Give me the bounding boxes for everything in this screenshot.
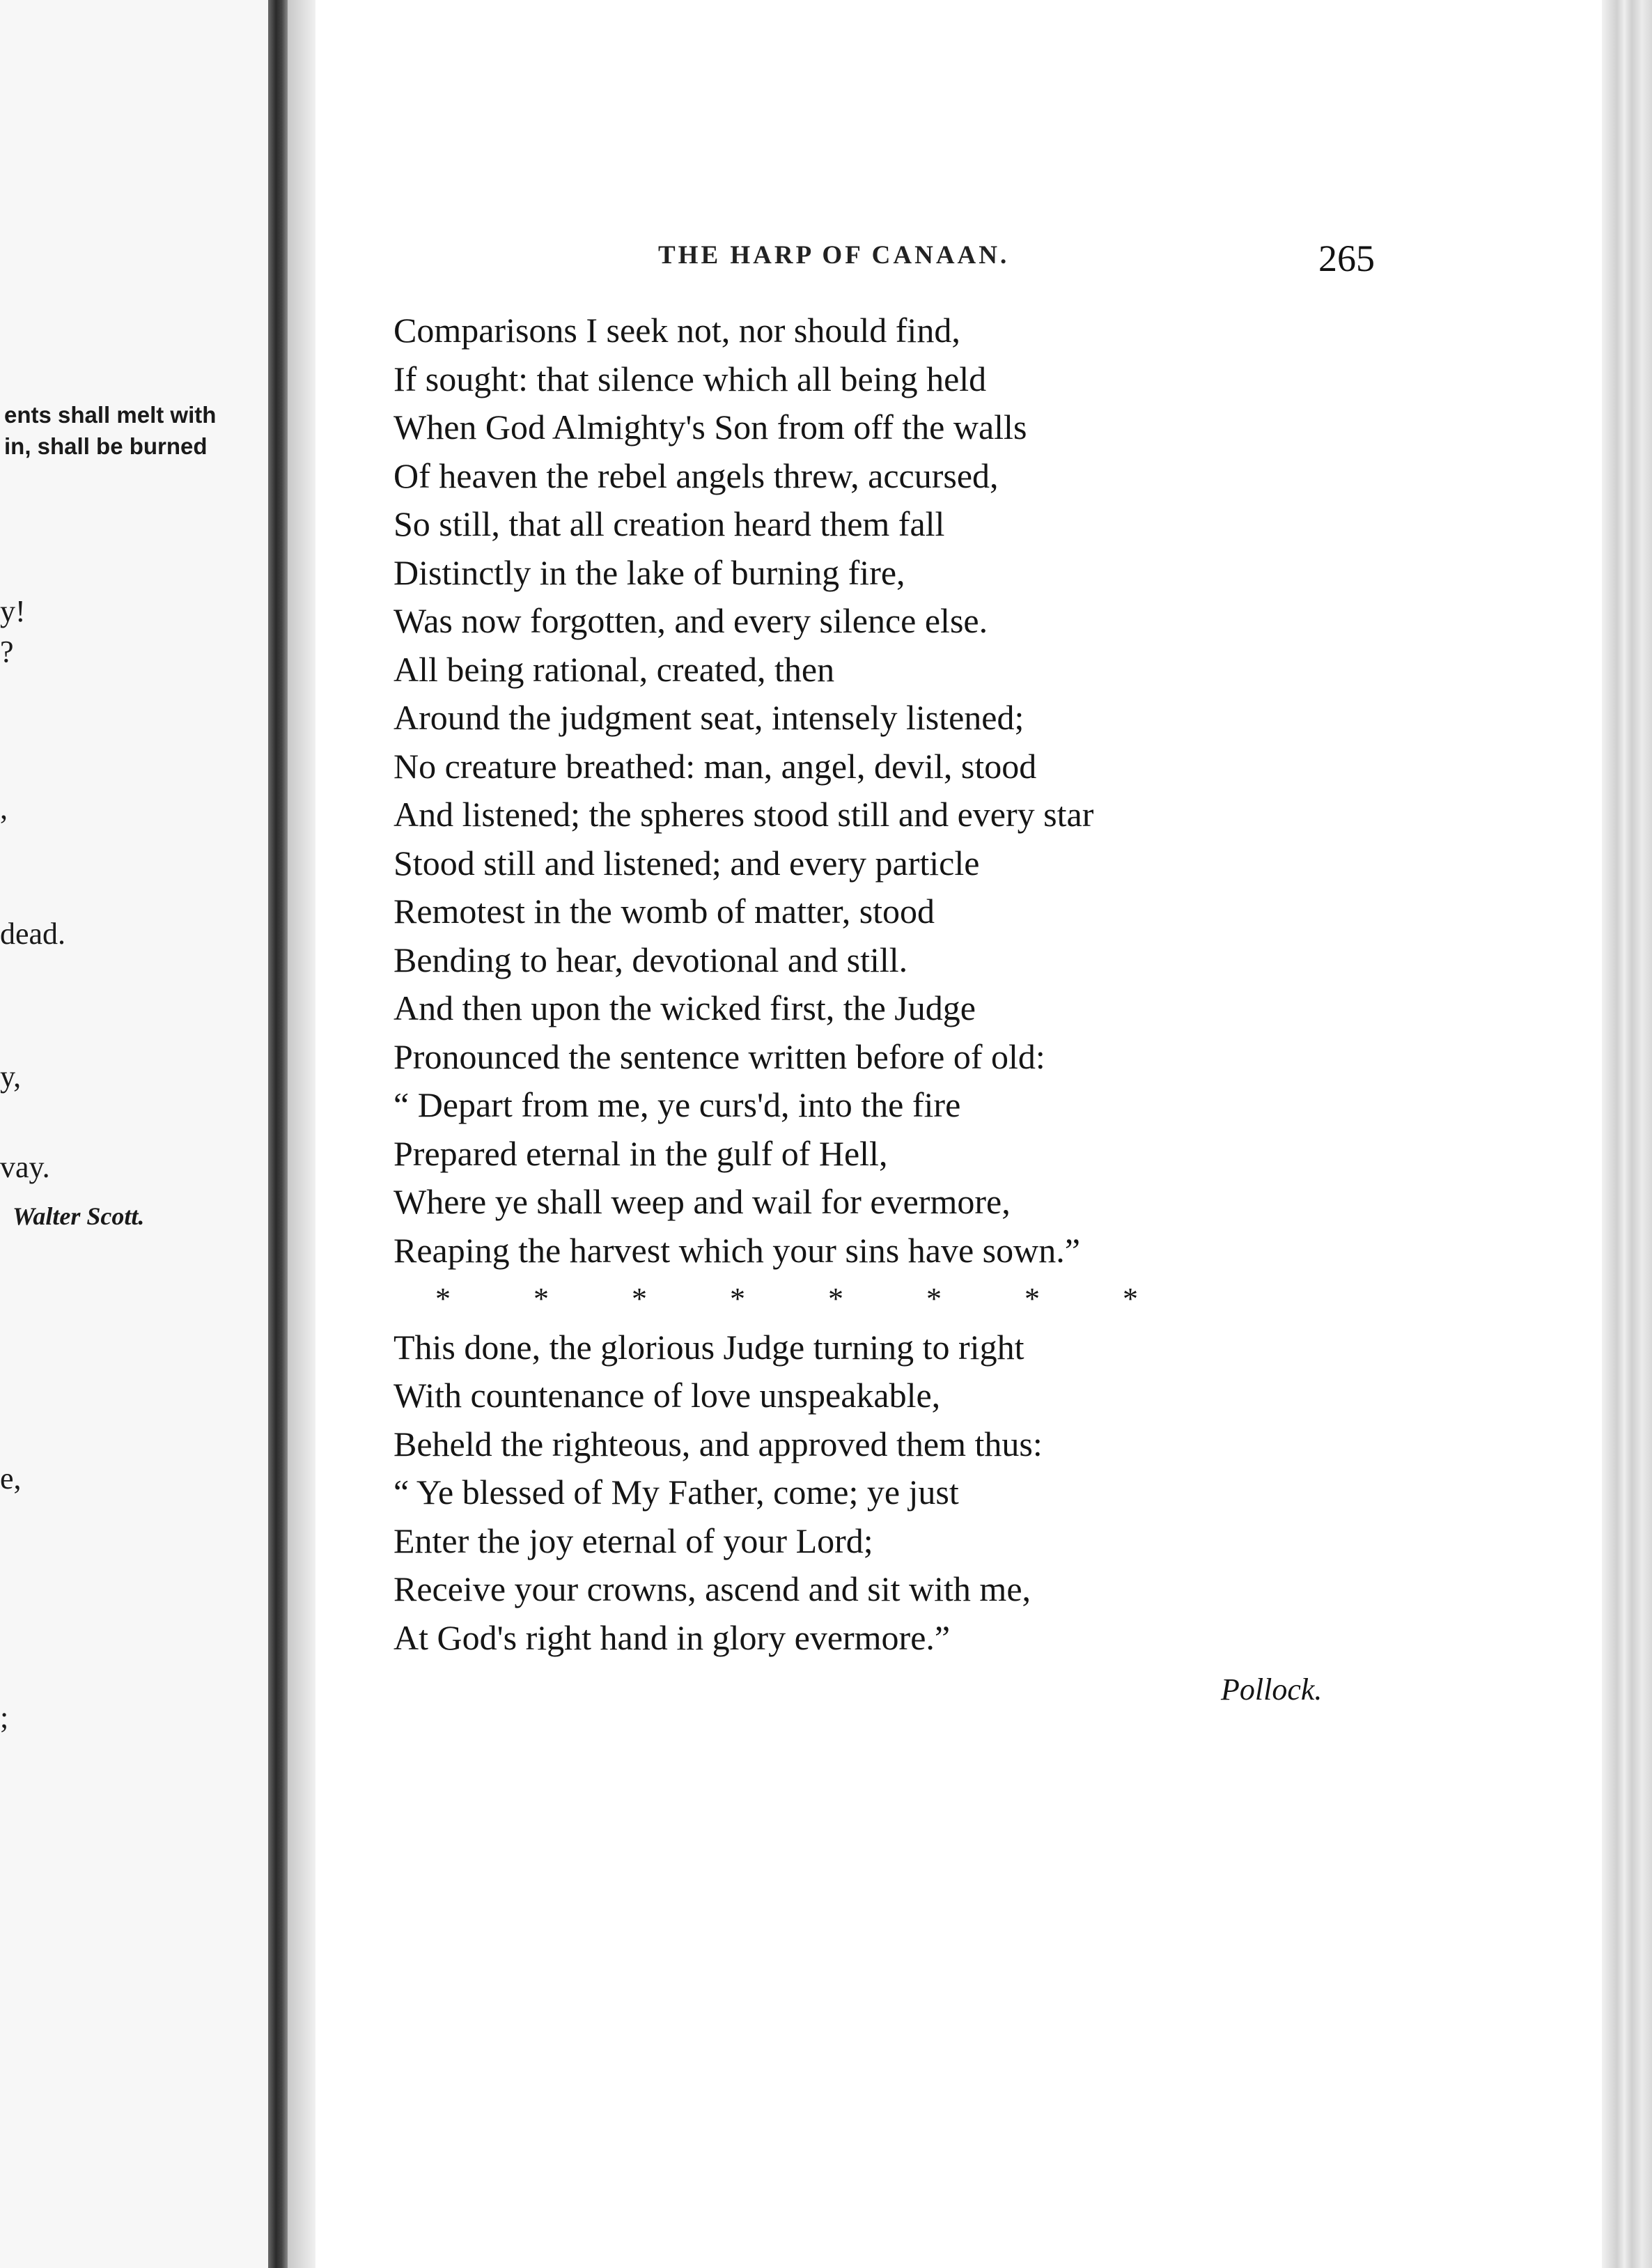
left-page-fragment: in, shall be burned xyxy=(4,433,208,459)
poem-line: “ Depart from me, ye curs'd, into the fire xyxy=(393,1085,961,1124)
poem-line: Prepared eternal in the gulf of Hell, xyxy=(393,1133,888,1173)
gutter-shadow xyxy=(288,0,315,2268)
left-page-fragment: y! xyxy=(0,594,26,628)
poem-line: If sought: that silence which all being held xyxy=(393,359,987,398)
running-head: THE HARP OF CANAAN. xyxy=(658,241,1010,270)
left-page-attribution: Walter Scott. xyxy=(13,1202,145,1230)
poem-body xyxy=(393,306,1577,1662)
poem-line: This done, the glorious Judge turning to right xyxy=(393,1327,1024,1367)
poem-line: So still, that all creation heard them fall xyxy=(393,504,945,543)
poem-line: Of heaven the rebel angels threw, accursed, xyxy=(393,456,999,495)
left-page-fragment: y, xyxy=(0,1059,22,1094)
page-number: 265 xyxy=(1318,238,1375,279)
asterisk: * xyxy=(533,1282,549,1316)
poem-line: Remotest in the womb of matter, stood xyxy=(393,892,935,931)
asterisk: * xyxy=(435,1282,451,1316)
left-page-fragment: , xyxy=(0,791,8,825)
poem-line: Enter the joy eternal of your Lord; xyxy=(393,1521,873,1560)
poem-attribution: Pollock. xyxy=(1221,1672,1323,1707)
left-facing-page xyxy=(0,0,272,2268)
page-edges xyxy=(1602,0,1652,2268)
poem-line: With countenance of love unspeakable, xyxy=(393,1376,941,1415)
asterisk: * xyxy=(632,1282,647,1316)
asterisk: * xyxy=(828,1282,843,1316)
poem-line: Beheld the righteous, and approved them thus: xyxy=(393,1424,1043,1463)
book-gutter xyxy=(268,0,288,2268)
poem-line: Comparisons I seek not, nor should find, xyxy=(393,311,960,350)
asterisk: * xyxy=(1123,1282,1138,1316)
poem-line: Pronounced the sentence written before of old: xyxy=(393,1036,1045,1076)
poem-line: “ Ye blessed of My Father, come; ye just xyxy=(393,1473,959,1512)
poem-line: Reaping the harvest which your sins have sown.” xyxy=(393,1230,1080,1270)
left-page-fragment: ; xyxy=(0,1700,9,1734)
left-page-fragment: e, xyxy=(0,1461,22,1496)
poem-line: At God's right hand in glory evermore.” xyxy=(393,1617,951,1657)
asterisk: * xyxy=(926,1282,942,1316)
poem-line: No creature breathed: man, angel, devil, stood xyxy=(393,746,1037,786)
asterisk: * xyxy=(730,1282,745,1316)
asterisk: * xyxy=(1024,1282,1040,1316)
poem-line: All being rational, created, then xyxy=(393,649,835,689)
poem-line: Stood still and listened; and every particle xyxy=(393,843,980,883)
poem-line: Receive your crowns, ascend and sit with me, xyxy=(393,1569,1031,1608)
left-page-fragment: ? xyxy=(0,635,14,669)
section-break-asterisks xyxy=(393,1275,1577,1323)
poem-line: And listened; the spheres stood still and every star xyxy=(393,795,1094,834)
poem-line: Distinctly in the lake of burning fire, xyxy=(393,552,905,592)
poem-line: Around the judgment seat, intensely listened; xyxy=(393,698,1024,737)
poem-line: Where ye shall weep and wail for evermore, xyxy=(393,1182,1011,1221)
poem-line: Was now forgotten, and every silence else. xyxy=(393,601,988,640)
poem-line: Bending to hear, devotional and still. xyxy=(393,940,908,979)
poem-line: When God Almighty's Son from off the walls xyxy=(393,407,1027,446)
left-page-fragment: ents shall melt with xyxy=(4,402,217,428)
left-page-fragment: dead. xyxy=(0,917,66,951)
left-page-fragment: vay. xyxy=(0,1150,50,1184)
poem-line: And then upon the wicked first, the Judge xyxy=(393,988,976,1027)
